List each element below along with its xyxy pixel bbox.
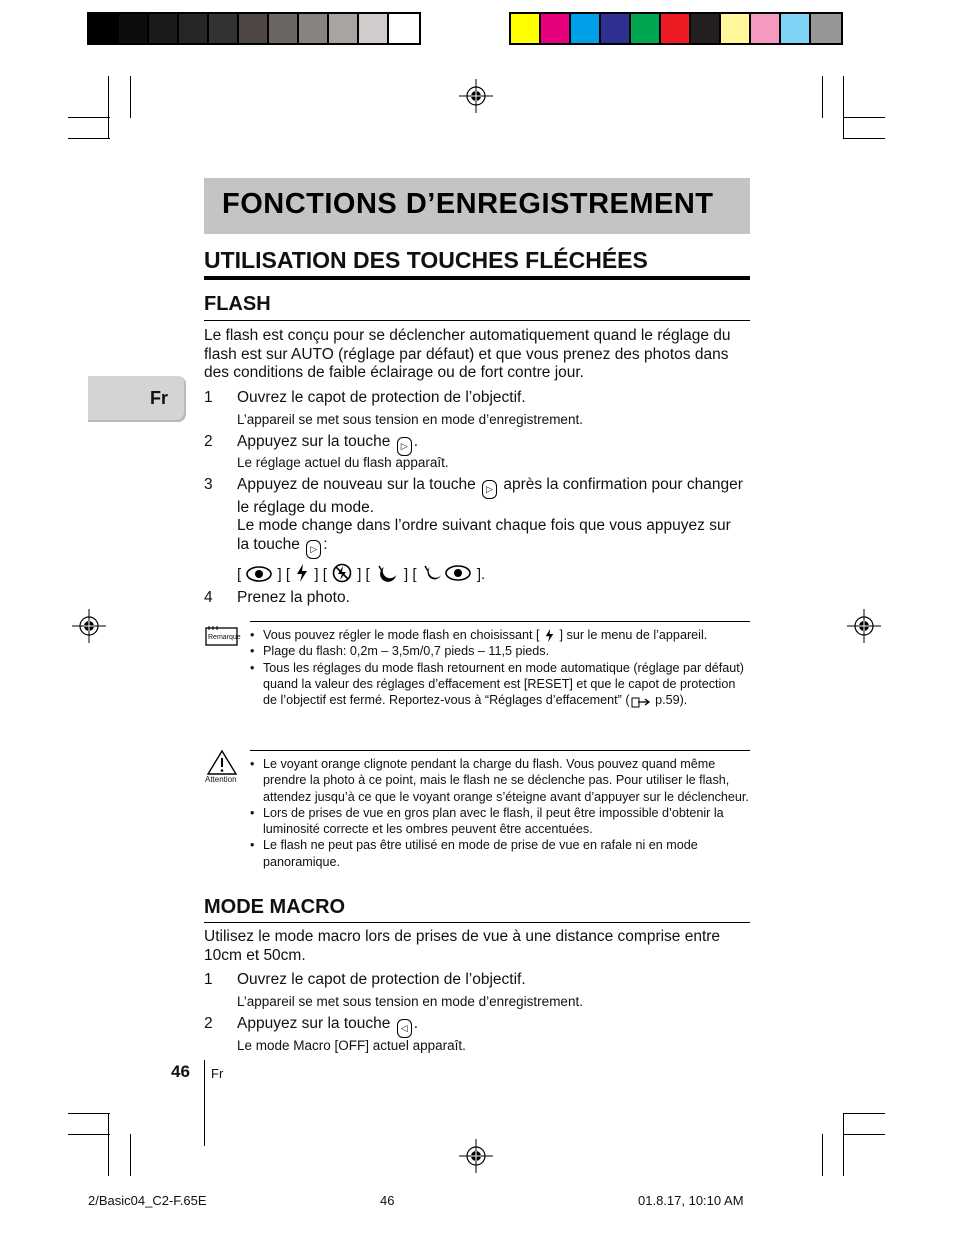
crop-mark xyxy=(822,1134,823,1176)
gray-swatch-bar xyxy=(87,12,421,45)
note-item-before: Tous les réglages du mode flash retournent en mode automatique (réglage par défaut) quand la valeur des réglages d’effacement est [RESET] et que le capot de protection de l’objectif est fermé. Reportez-vous à “Réglages d’effacement” ( xyxy=(263,660,744,708)
step-result: L’appareil se met sous tension en mode d’enregistrement. xyxy=(237,994,583,1009)
language-tab-label: Fr xyxy=(150,388,168,408)
section-divider xyxy=(204,276,750,280)
registration-mark-icon xyxy=(459,79,493,113)
step-detail-after: : xyxy=(323,535,328,553)
registration-mark-icon xyxy=(459,1139,493,1173)
caution-item: • Le flash ne peut pas être utilisé en mode de prise de vue en rafale ni en mode panoramique. xyxy=(250,837,750,870)
crop-mark xyxy=(130,1134,131,1176)
step-text: Ouvrez le capot de protection de l’objectif. xyxy=(237,971,526,988)
note-icon xyxy=(205,624,239,648)
fill-flash-icon xyxy=(295,563,309,583)
attention-label: Attention xyxy=(205,775,237,784)
color-swatch xyxy=(209,14,239,43)
color-swatch xyxy=(511,14,541,43)
red-eye-mode-icon xyxy=(246,565,272,583)
step-detail-before: Le mode change dans l’ordre suivant chaque fois que vous appuyez sur la touche xyxy=(237,517,731,553)
note-label: Remarque xyxy=(208,634,241,641)
crop-mark xyxy=(68,117,110,118)
flash-off-icon xyxy=(332,563,352,583)
right-arrow-button-icon: ▷ xyxy=(306,540,321,559)
crop-mark xyxy=(843,117,885,118)
note-item: • Plage du flash: 0,2m – 3,5m/0,7 pieds – 11,5 pieds. xyxy=(250,643,750,659)
macro-heading-rule xyxy=(204,922,750,923)
chapter-title: FONCTIONS D’ENREGISTREMENT xyxy=(222,188,714,220)
crop-mark xyxy=(843,1134,885,1135)
page-lang: Fr xyxy=(211,1066,224,1081)
section-title: UTILISATION DES TOUCHES FLÉCHÉES xyxy=(204,247,648,273)
color-swatch xyxy=(721,14,751,43)
color-swatch xyxy=(299,14,329,43)
step-text-before: Appuyez sur la touche xyxy=(237,433,391,450)
attention-icon xyxy=(205,748,245,788)
crop-mark xyxy=(108,1113,109,1176)
page-number: 46 xyxy=(171,1062,190,1081)
flash-mode-sequence: [ ] [ ] [ ] [ ] [ ]. xyxy=(237,563,747,585)
crop-mark xyxy=(843,1113,844,1176)
color-swatch xyxy=(541,14,571,43)
macro-heading: MODE MACRO xyxy=(204,896,346,918)
flash-heading: FLASH xyxy=(204,293,271,315)
color-swatch xyxy=(781,14,811,43)
note-item xyxy=(250,660,750,709)
step-result: L’appareil se met sous tension en mode d’enregistrement. xyxy=(237,412,583,427)
step-text-after: . xyxy=(413,1015,418,1032)
step-number: 2 xyxy=(204,1015,213,1032)
step-text-after: . xyxy=(413,433,418,450)
color-swatch xyxy=(811,14,841,43)
color-swatch-bar xyxy=(509,12,843,45)
crop-mark xyxy=(130,76,131,118)
registration-mark-icon xyxy=(847,609,881,643)
slug-date: 01.8.17, 10:10 AM xyxy=(638,1193,744,1208)
left-arrow-button-icon: ◁ xyxy=(397,1019,412,1038)
step-detail xyxy=(237,517,747,559)
color-swatch xyxy=(359,14,389,43)
flash-intro: Le flash est conçu pour se déclencher automatiquement quand le réglage du flash est sur AUTO (réglage par défaut) et que vous prenez des photos dans des conditions de faible éclairage ou de fort contre jour. xyxy=(204,327,731,381)
step-number: 2 xyxy=(204,433,213,450)
color-swatch xyxy=(269,14,299,43)
caution-item: • Le voyant orange clignote pendant la charge du flash. Vous pouvez quand même prendre la photo à ce point, mais le flash ne se déclenche pas. Pour utiliser le flash, attendez jusqu’à ce que le voyant orange s’éteigne avant d’appuyer sur le déclencheur. xyxy=(250,756,750,805)
color-swatch xyxy=(389,14,419,43)
color-swatch xyxy=(631,14,661,43)
color-swatch xyxy=(661,14,691,43)
step-text: Prenez la photo. xyxy=(237,589,350,606)
crop-mark xyxy=(68,1134,110,1135)
registration-mark-icon xyxy=(72,609,106,643)
step-text xyxy=(237,1015,747,1038)
right-arrow-button-icon: ▷ xyxy=(482,480,497,499)
color-swatch xyxy=(239,14,269,43)
step-number: 1 xyxy=(204,971,213,988)
color-swatch xyxy=(179,14,209,43)
step-text-after: après la confirmation pour changer le réglage du mode. xyxy=(237,476,743,516)
note-item-before: Vous pouvez régler le mode flash en choisissant [ xyxy=(263,628,540,642)
note-rule xyxy=(250,621,750,622)
color-swatch xyxy=(691,14,721,43)
step-text xyxy=(237,476,747,518)
note-item xyxy=(250,627,750,643)
step-text xyxy=(237,433,747,456)
step-text-before: Appuyez sur la touche xyxy=(237,1015,391,1032)
color-swatch xyxy=(119,14,149,43)
crop-mark xyxy=(843,76,844,139)
color-swatch xyxy=(571,14,601,43)
step-number: 1 xyxy=(204,389,213,406)
color-swatch xyxy=(751,14,781,43)
step-number: 3 xyxy=(204,476,213,493)
slug-page: 46 xyxy=(380,1193,395,1208)
crop-mark xyxy=(843,1113,885,1114)
caution-item: • Lors de prises de vue en gros plan avec le flash, il peut être impossible d’obtenir la luminosité correcte et les ombres peuvent être accentuées. xyxy=(250,805,750,838)
caution-rule xyxy=(250,750,750,751)
language-tab xyxy=(88,376,186,422)
color-swatch xyxy=(89,14,119,43)
note-item-after: ] sur le menu de l’appareil. xyxy=(559,628,708,642)
night-red-eye-icon xyxy=(422,563,472,583)
crop-mark xyxy=(68,1113,110,1114)
step-text-before: Appuyez de nouveau sur la touche xyxy=(237,476,476,493)
flash-heading-rule xyxy=(204,320,750,321)
right-arrow-button-icon: ▷ xyxy=(397,437,412,456)
note-list xyxy=(250,627,750,708)
crop-mark xyxy=(68,138,110,139)
caution-list xyxy=(250,756,750,870)
color-swatch xyxy=(329,14,359,43)
step-text: Ouvrez le capot de protection de l’objectif. xyxy=(237,389,526,406)
macro-intro: Utilisez le mode macro lors de prises de vue à une distance comprise entre 10cm et 50cm. xyxy=(204,928,721,964)
night-scene-icon xyxy=(375,563,399,583)
footer-divider xyxy=(204,1060,205,1146)
step-result: Le mode Macro [OFF] actuel apparaît. xyxy=(237,1038,466,1053)
step-result: Le réglage actuel du flash apparaît. xyxy=(237,455,449,470)
fill-flash-icon xyxy=(544,628,555,643)
note-item-after: p.59). xyxy=(655,693,688,708)
crop-mark xyxy=(108,76,109,139)
crop-mark xyxy=(822,76,823,118)
color-swatch xyxy=(601,14,631,43)
crop-mark xyxy=(843,138,885,139)
page-reference-icon xyxy=(631,696,651,708)
slug-file: 2/Basic04_C2-F.65E xyxy=(88,1193,207,1208)
color-swatch xyxy=(149,14,179,43)
chapter-title-banner xyxy=(204,178,750,234)
step-number: 4 xyxy=(204,589,213,606)
